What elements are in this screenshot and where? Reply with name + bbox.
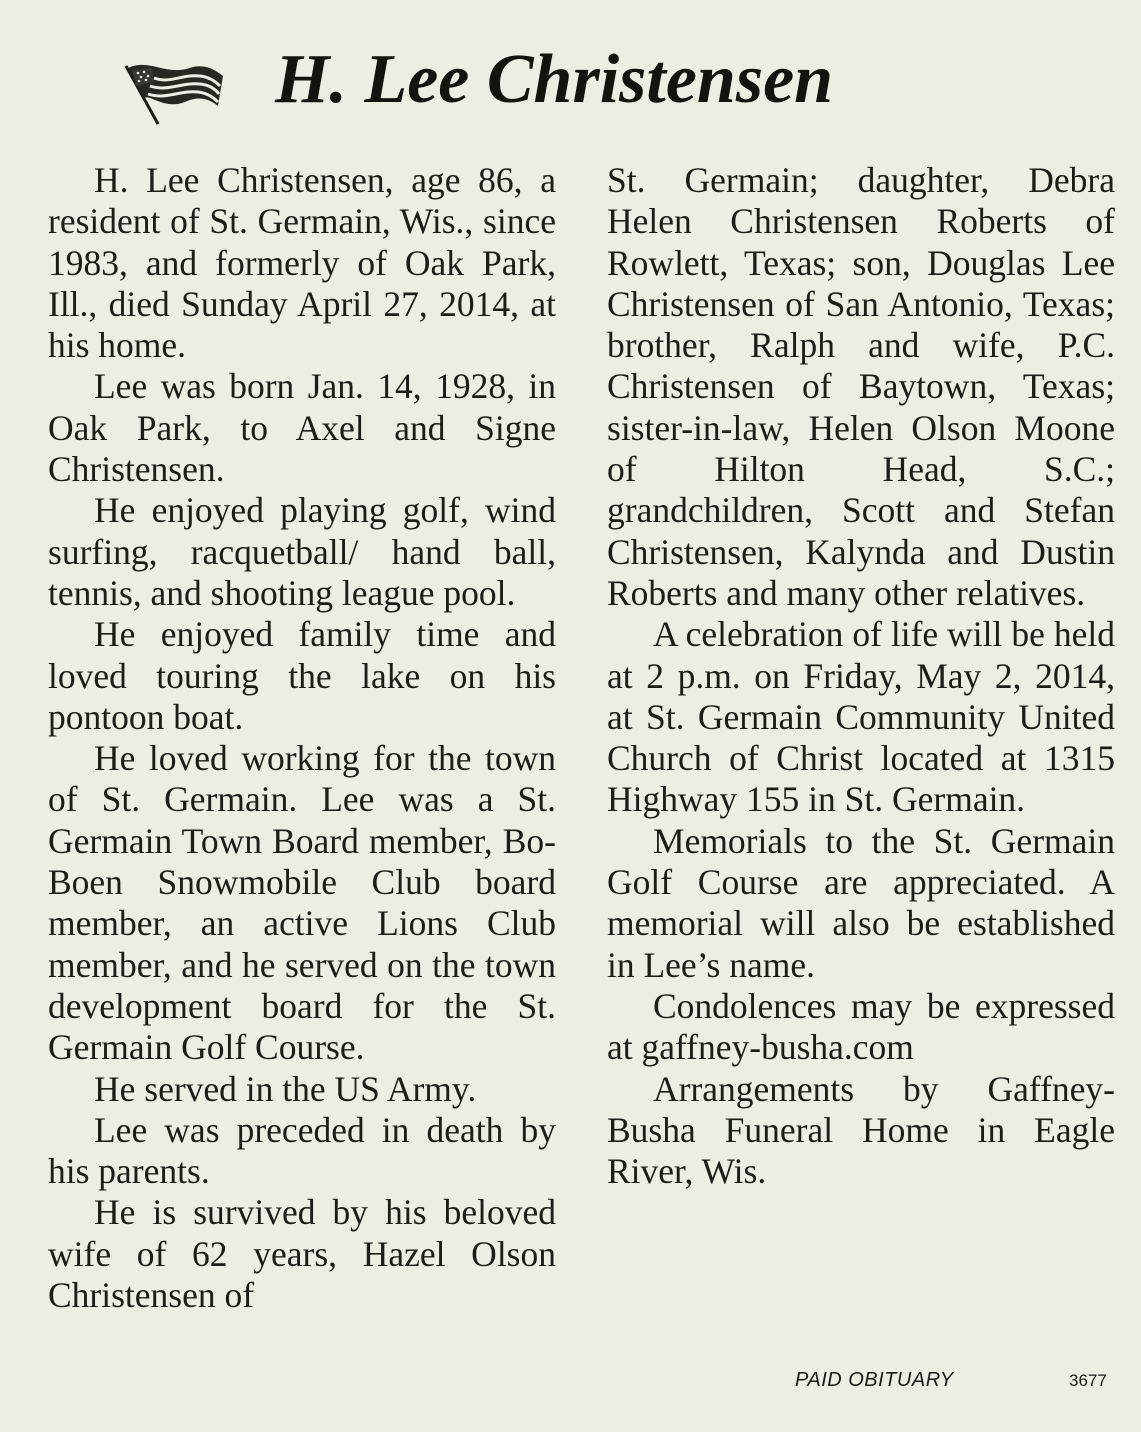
paragraph: St. Germain; daughter, Debra Helen Christensen Roberts of Rowlett, Texas; son, Douglas Lee Christensen of San Antonio, Texas; brother, Ralph and wife, P.C. Christensen of Baytown, Texas; sister-in-law, Helen Olson Moone of Hilton Head, S.C.; grandchildren, Scott and Stefan Christensen, Kalynda and Dustin Roberts and many other relatives. xyxy=(607,160,1115,613)
ad-number: 3677 xyxy=(1069,1371,1107,1390)
left-column xyxy=(48,160,556,1316)
paragraph: Lee was preceded in death by his parents. xyxy=(48,1109,556,1192)
obituary-header xyxy=(0,38,1141,148)
obituary-title: H. Lee Christensen xyxy=(275,41,834,118)
right-column xyxy=(607,160,1115,1192)
paid-obituary-label: PAID OBITUARY xyxy=(795,1369,954,1391)
paragraph: He loved working for the town of St. Germain. Lee was a St. Germain Town Board member, Bo-Boen Snowmobile Club board member, an active Lions Club member, and he served on the town development board for the St. Germain Golf Course. xyxy=(48,738,556,1068)
paragraph: He enjoyed playing golf, wind surfing, racquetball/ hand ball, tennis, and shooting league pool. xyxy=(48,490,556,613)
paragraph: Condolences may be expressed at gaffney-busha.com xyxy=(607,985,1115,1068)
paragraph: Arrangements by Gaffney-Busha Funeral Home in Eagle River, Wis. xyxy=(607,1068,1115,1192)
paragraph: Lee was born Jan. 14, 1928, in Oak Park, to Axel and Signe Christensen. xyxy=(48,366,556,490)
paragraph: He enjoyed family time and loved touring the lake on his pontoon boat. xyxy=(48,614,556,737)
paragraph: H. Lee Christensen, age 86, a resident of St. Germain, Wis., since 1983, and formerly of Oak Park, Ill., died Sunday April 27, 2014, at his home. xyxy=(48,160,556,366)
american-flag-icon xyxy=(120,58,225,126)
paragraph: Memorials to the St. Germain Golf Course are appreciated. A memorial will also be established in Lee’s name. xyxy=(607,820,1115,985)
paragraph: A celebration of life will be held at 2 p.m. on Friday, May 2, 2014, at St. Germain Community United Church of Christ located at 1315 Highway 155 in St. Germain. xyxy=(607,614,1115,820)
paragraph: He is survived by his beloved wife of 62 years, Hazel Olson Christensen of xyxy=(48,1192,556,1316)
paragraph: He served in the US Army. xyxy=(94,1068,477,1109)
